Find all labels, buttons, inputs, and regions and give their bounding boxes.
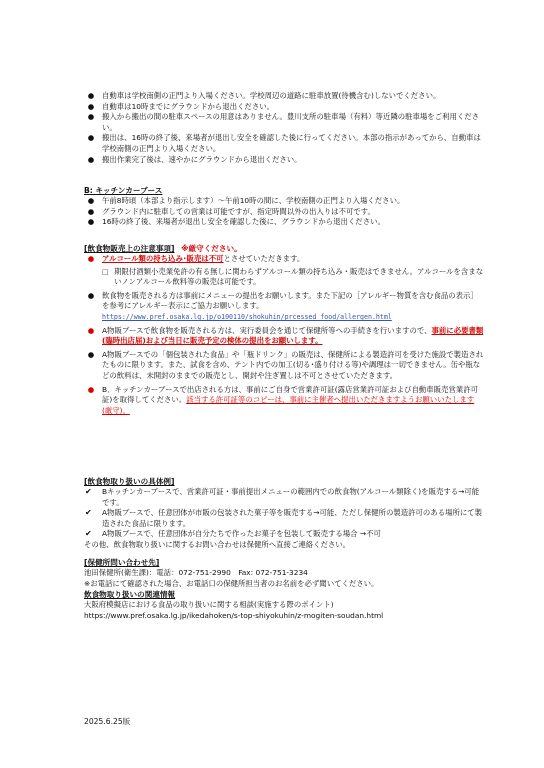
list-item: ● 搬出は、16時の終了後、来場者が退出し安全を確認した後に行ってください。本部の指示があってから、自動車は学校南側の正門より入場ください。 [87,133,481,153]
list-item: ● グラウンド内に駐車しての営業は可能ですが、指定時間以外の出入りは不可です。 [87,206,375,216]
contact-phone: 池田保健所(衛生課)：電話：072-751-2990 Fax: 072-751-3234 [84,568,308,577]
related-info-text: 大阪府模擬店における食品の取り扱いに関する相談(実施する際のポイント) [84,600,334,610]
notes-warning: ※厳守ください。 [181,244,242,253]
list-item: ● B．キッチンカーブースで出店される方は、事前にご自身で営業許可証(露店営業許可証および自動車販売営業許可証)を取得してください。該当する許可証等のコピーは、事前に主催者へ提出いただきますようお願いいたします (厳守)。 [87,384,479,415]
related-info-link[interactable]: https://www.pref.osaka.lg.jp/ikedahoken/s-top-shiyokuhin/z-mogiten-soudan.html [84,610,384,620]
list-item: ● 飲食物を販売される方は事前にメニューの提出をお願いします。また下記の［アレルギー物質を含む食品の表示］を参考にアレルギー表示にご協力お願いします。 https://www.pref.osaka.lg.jp/o100110/shokuhin/prcessed_food/allergen.html [87,290,478,321]
examples-section [84,476,484,551]
list-item: ● 自動車は10時までにグラウンドから退出ください。 [87,101,275,111]
check-icon: ✔ [85,508,92,518]
bullet-icon: ● [87,349,95,359]
section-b [84,185,484,228]
bullet-icon: ● [87,133,95,143]
other-inquiry: その他、飲食物取り扱いに関するお問い合わせは保健所へ直接ご連絡ください。 [84,539,351,549]
section-b-heading: B: キッチンカーブース [84,186,163,195]
contact-note: ※お電話にて確認された場合、お電話口の保健所担当者のお名前を必ず聞いてください。 [84,578,379,588]
notes-heading: [飲食物販売上の注意事項] [84,244,175,253]
list-item: ● 搬入から搬出の間の駐車スペースの用意はありません。豊川支所の駐車場（有料）等近隣の駐車場をご利用ください。 [87,112,480,132]
bullet-icon: ● [87,325,95,335]
bullet-icon: ● [87,254,95,263]
check-icon: ✔ [85,487,92,496]
square-bullet-icon: □ [102,267,109,276]
notes-section [84,243,484,416]
list-item: ● 16時の終了後、来場者が退出し安全を確認した後に、グラウンドから退出ください。 [87,217,385,227]
bullet-icon: ● [87,217,95,227]
sub-item: □ 期限付酒類小売業免許の有る無しに関わらずアルコール類の持ち込み・販売はできません。アルコールを含まないノンアルコール飲料等の販売は可能です。 [102,266,484,287]
list-item: ✔ A物販ブースで、任意団体が自分たちで作ったお菓子を包装して販売する場合 →不可 [85,529,381,539]
check-icon: ✔ [85,529,92,539]
list-item: ● 自動車は学校南側の正門より入場ください。学校周辺の道路に駐車放置(待機含む)しないでください。 [87,91,441,100]
section-a-list [84,91,484,165]
list-item: ● A物販ブースでの「個包装された食品」や「瓶ドリンク」の販売は、保健所による製造許可を受けた施設で製造されたものに限ります。また、試食を含め、テント内での加工(切る･盛り付ける等)や調理は一切できません。缶や瓶などの飲料は、未開封のままでの販売とし、開封や注ぎ置しは不可とさせていただきます。 [87,349,484,380]
alcohol-title: アルコール類の持ち込み･販売は不可 [102,254,224,263]
contact-heading: [保健所問い合わせ先] [84,558,160,567]
list-item: ✔ A物販ブースで、任意団体が市販の包装された菓子等を販売する→可能、ただし保健所の製造許可のある場所にて製造された食品に限ります。 [85,508,483,528]
bullet-icon: ● [87,196,95,205]
contact-section [84,557,484,621]
examples-heading: [飲食物取り扱いの具体例] [84,477,175,486]
bullet-icon: ● [87,91,95,100]
bullet-icon: ● [87,112,95,122]
allergen-link[interactable]: https://www.pref.osaka.lg.jp/o100110/shokuhin/prcessed_food/allergen.html [102,312,392,321]
related-info-heading: 飲食物取り扱いの関連情報 [84,590,176,600]
bullet-icon: ● [87,290,95,300]
version-label: 2025.6.25版 [84,717,131,726]
list-item: ● 午前8時頃（本部より指示します）～午前10時の間に、学校南側の正門より入場ください。 [87,196,405,205]
list-item: ✔ Bキッチンカーブースで、営業許可証・事前提出メニューの範囲内での飲食物(アルコール類除く)を販売する→可能です。 [85,487,480,507]
bullet-icon: ● [87,384,95,394]
list-item: ● 搬出作業完了後は、速やかにグラウンドから退出ください。 [87,154,302,164]
list-item: ● A物販ブースで飲食物を販売される方は、実行委員会を通じて保健所等への手続きを行いますので、事前に必要書類(臨時出店届)および当日に販売予定の検体の提出をお願いします。 [87,325,484,346]
list-item: ● アルコール類の持ち込み･販売は不可とさせていただきます。 [87,254,305,263]
bullet-icon: ● [87,101,95,111]
bullet-icon: ● [87,154,95,164]
notes-heading-row [84,243,484,254]
bullet-icon: ● [87,206,95,216]
